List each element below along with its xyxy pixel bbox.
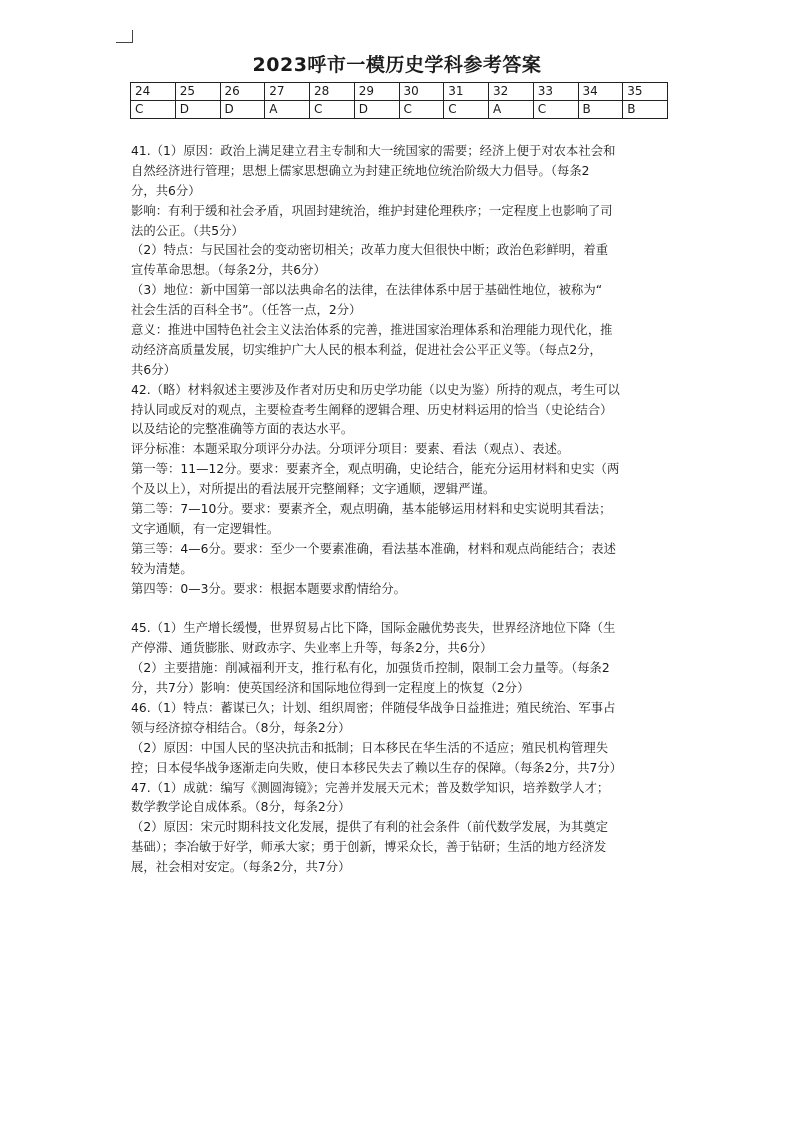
text-line: 第三等：4—6分。要求：至少一个要素准确，看法基本准确，材料和观点尚能结合；表述	[131, 541, 616, 556]
text-line: （2）原因：宋元时期科技文化发展，提供了有利的社会条件（前代数学发展，为其奠定	[131, 820, 609, 835]
answer-cell: B	[578, 101, 623, 119]
text-line: 领与经济掠夺相结合。（8分，每条2分）	[131, 720, 351, 735]
answer-cell: C	[533, 101, 578, 119]
answer-cell: D	[354, 101, 399, 119]
text-line: 分，共7分）影响：使英国经济和国际地位得到一定程度上的恢复（2分）	[131, 681, 530, 696]
answer-cell: C	[131, 101, 176, 119]
answer-cell: D	[220, 101, 265, 119]
answer-cell: C	[399, 101, 444, 119]
text-line: 共6分）	[131, 362, 176, 377]
text-line: 数学教学论自成体系。（8分，每条2分）	[131, 800, 351, 815]
text-line: （2）特点：与民国社会的变动密切相关；改革力度大但很快中断；政治色彩鲜明，着重	[131, 243, 609, 258]
text-line: 分，共6分）	[131, 183, 201, 198]
text-line: 个及以上），对所提出的看法展开完整阐释；文字通顺，逻辑严谨。	[131, 482, 496, 497]
text-line: 动经济高质量发展，切实维护广大人民的根本利益，促进社会公平正义等。（每点2分，	[131, 342, 602, 357]
corner-crop-mark	[116, 30, 133, 43]
question-number-cell: 30	[399, 83, 444, 101]
text-line: 法的公正。（共5分）	[131, 223, 244, 238]
text-line: （2）原因：中国人民的坚决抗击和抵制；日本移民在华生活的不适应；殖民机构管理失	[131, 740, 609, 755]
question-number-cell: 27	[265, 83, 310, 101]
text-line: 较为清楚。	[131, 561, 193, 576]
text-line: 宣传革命思想。（每条2分，共6分）	[131, 263, 326, 278]
text-line: 社会生活的百科全书”。（任答一点，2分）	[131, 303, 362, 318]
text-line: 基础）；李冶敏于好学，师承大家；勇于创新，博采众长，善于钻研；生活的地方经济发	[131, 840, 607, 855]
question-number-cell: 34	[578, 83, 623, 101]
answer-cell: A	[265, 101, 310, 119]
answer-cell: C	[310, 101, 355, 119]
answer-cell: C	[444, 101, 489, 119]
text-line: 第一等：11—12分。要求：要素齐全，观点明确，史论结合，能充分运用材料和史实（两	[131, 462, 620, 477]
text-line: （3）地位：新中国第一部以法典命名的法律，在法律体系中居于基础性地位，被称为“	[131, 283, 603, 298]
answer-key-table	[130, 82, 668, 119]
question-number-cell: 31	[444, 83, 489, 101]
text-line: 展，社会相对安定。（每条2分，共7分）	[131, 860, 351, 875]
question-number-cell: 24	[131, 83, 176, 101]
question-number-cell: 28	[310, 83, 355, 101]
text-line: 45.（1）生产增长缓慢，世界贸易占比下降，国际金融优势丧失，世界经济地位下降（生	[131, 621, 616, 636]
answer-cell: B	[623, 101, 668, 119]
question-number-cell: 33	[533, 83, 578, 101]
text-line: 47.（1）成就：编写《测圆海镜》；完善并发展天元术；普及数学知识，培养数学人才；	[131, 780, 610, 795]
answer-cell: A	[489, 101, 534, 119]
page-title: 2023呼市一模历史学科参考答案	[252, 54, 542, 76]
question-number-cell: 29	[354, 83, 399, 101]
text-line: 文字通顺，有一定逻辑性。	[131, 521, 280, 536]
text-line: 持认同或反对的观点，主要检查考生阐释的逻辑合理、历史材料运用的恰当（史论结合）	[131, 402, 613, 417]
question-number-cell: 26	[220, 83, 265, 101]
answer-row	[131, 101, 668, 119]
text-line: 41.（1）原因：政治上满足建立君主专制和大一统国家的需要；经济上便于对农本社会和	[131, 144, 616, 158]
answer-cell: D	[175, 101, 220, 119]
question-number-cell: 35	[623, 83, 668, 101]
blank-line	[131, 599, 671, 619]
text-line: 控；日本侵华战争逐渐走向失败，使日本移民失去了赖以生存的保障。（每条2分，共7分）	[131, 760, 623, 775]
text-line: 产停滞、通货膨胀、财政赤字、失业率上升等，每条2分，共6分）	[131, 641, 493, 656]
answer-content	[131, 142, 671, 878]
question-number-cell: 25	[175, 83, 220, 101]
text-line: 第四等：0—3分。要求：根据本题要求酌情给分。	[131, 581, 407, 596]
text-line: 42.（略）材料叙述主要涉及作者对历史和历史学功能（以史为鉴）所持的观点，考生可以	[131, 382, 620, 397]
question-number-row	[131, 83, 668, 101]
text-line: 46.（1）特点：蓄谋已久；计划、组织周密；伴随侵华战争日益推进；殖民统治、军事占	[131, 700, 616, 715]
text-line: 以及结论的完整准确等方面的表达水平。	[131, 422, 354, 437]
question-number-cell: 32	[489, 83, 534, 101]
text-line: 自然经济进行管理；思想上儒家思想确立为封建正统地位统治阶级大力倡导。（每条2	[131, 163, 590, 178]
text-line: 第二等：7—10分。要求：要素齐全，观点明确，基本能够运用材料和史实说明其看法；	[131, 502, 612, 517]
text-line: 评分标准：本题采取分项评分办法。分项评分项目：要素、看法（观点）、表述。	[131, 442, 570, 457]
text-line: （2）主要措施：削减福利开支，推行私有化，加强货币控制，限制工会力量等。（每条2	[131, 661, 610, 676]
text-line: 影响：有利于缓和社会矛盾，巩固封建统治，维护封建伦理秩序；一定程度上也影响了司	[131, 203, 613, 218]
text-line: 意义：推进中国特色社会主义法治体系的完善，推进国家治理体系和治理能力现代化，推	[131, 323, 613, 338]
